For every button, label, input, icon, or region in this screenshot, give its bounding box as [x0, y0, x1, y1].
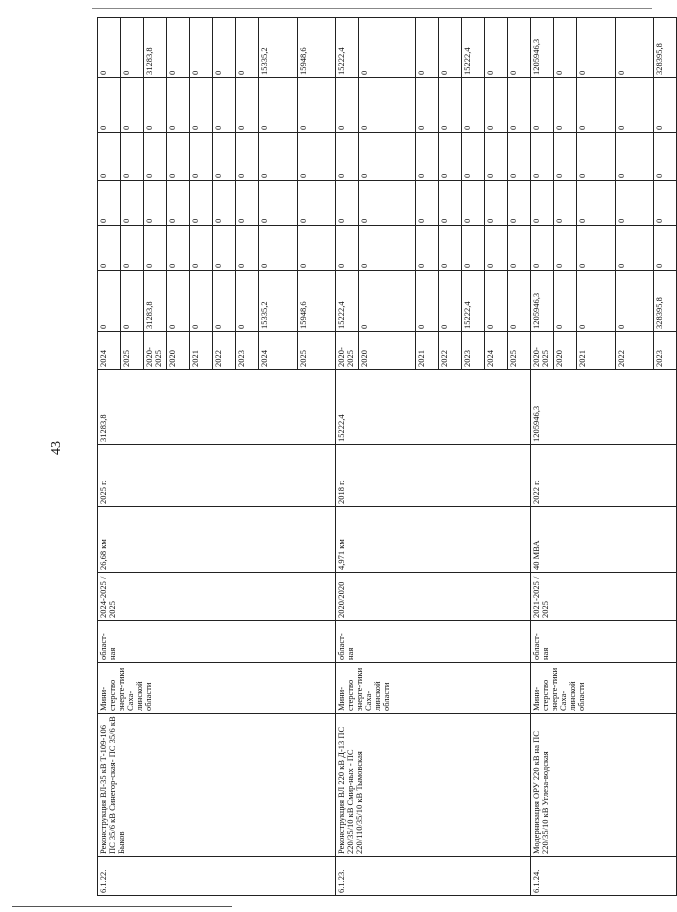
other-sources-cell: 15222,4	[461, 18, 484, 78]
total-cell: 0	[359, 271, 416, 332]
other-sources-cell: 0	[415, 18, 438, 78]
other-sources-cell: 15948,6	[297, 18, 336, 78]
extra-budget-cell: 0	[359, 78, 416, 133]
total-cell: 0	[236, 271, 259, 332]
federal-budget-cell: 0	[98, 226, 121, 271]
total-cell: 0	[438, 271, 461, 332]
year-cell: 2020-2025	[144, 332, 167, 370]
regional-budget-cell: 0	[121, 181, 144, 226]
federal-budget-cell: 0	[213, 226, 236, 271]
capacity-value: 26,68 км	[98, 507, 336, 573]
year-cell: 2023	[461, 332, 484, 370]
other-sources-cell: 0	[190, 18, 213, 78]
other-sources-cell: 328395,8	[654, 18, 677, 78]
regional-budget-cell: 0	[415, 181, 438, 226]
year-cell: 2020	[553, 332, 576, 370]
other-sources-cell: 0	[167, 18, 190, 78]
municipal-budget-cell: 0	[259, 133, 298, 181]
estimated-cost: 1205946,3	[530, 370, 676, 445]
federal-budget-cell: 0	[415, 226, 438, 271]
year-cell: 2021	[415, 332, 438, 370]
municipal-budget-cell: 0	[654, 133, 677, 181]
design-year: 2022 г.	[530, 445, 676, 507]
federal-budget-cell: 0	[190, 226, 213, 271]
other-sources-cell: 0	[98, 18, 121, 78]
extra-budget-cell: 0	[98, 78, 121, 133]
table-body	[98, 18, 677, 896]
municipal-budget-cell: 0	[530, 133, 553, 181]
federal-budget-cell: 0	[297, 226, 336, 271]
federal-budget-cell: 0	[484, 226, 507, 271]
year-cell: 2020	[167, 332, 190, 370]
other-sources-cell: 0	[576, 18, 615, 78]
total-cell: 0	[415, 271, 438, 332]
year-cell: 2020-2025	[530, 332, 553, 370]
regional-budget-cell: 0	[507, 181, 530, 226]
municipal-budget-cell: 0	[236, 133, 259, 181]
construction-period: 2020/2020	[336, 573, 531, 621]
extra-budget-cell: 0	[484, 78, 507, 133]
municipal-budget-cell: 0	[576, 133, 615, 181]
object-name: Модернизация ОРУ 220 кВ на ПС 220/35/10 кВ Углеза-водская	[530, 714, 676, 857]
municipal-budget-cell: 0	[98, 133, 121, 181]
total-cell: 0	[553, 271, 576, 332]
regional-budget-cell: 0	[484, 181, 507, 226]
table-row	[98, 18, 121, 896]
object-name: Реконструкция ВЛ-35 кВ Т-109-106 ПС 35/6 кВ Синегор-ская- ПС 35/6 кВ Быков	[98, 714, 336, 857]
regional-budget-cell: 0	[144, 181, 167, 226]
municipal-budget-cell: 0	[359, 133, 416, 181]
year-cell: 2025	[507, 332, 530, 370]
total-cell: 0	[121, 271, 144, 332]
total-cell: 0	[190, 271, 213, 332]
federal-budget-cell: 0	[576, 226, 615, 271]
total-cell: 0	[484, 271, 507, 332]
extra-budget-cell: 0	[576, 78, 615, 133]
extra-budget-cell: 0	[438, 78, 461, 133]
other-sources-cell: 0	[553, 18, 576, 78]
other-sources-cell: 0	[438, 18, 461, 78]
federal-budget-cell: 0	[236, 226, 259, 271]
federal-budget-cell: 0	[259, 226, 298, 271]
extra-budget-cell: 0	[530, 78, 553, 133]
year-cell: 2025	[121, 332, 144, 370]
extra-budget-cell: 0	[190, 78, 213, 133]
regional-budget-cell: 0	[461, 181, 484, 226]
regional-budget-cell: 0	[438, 181, 461, 226]
total-cell: 0	[167, 271, 190, 332]
extra-budget-cell: 0	[461, 78, 484, 133]
municipal-budget-cell: 0	[121, 133, 144, 181]
extra-budget-cell: 0	[167, 78, 190, 133]
other-sources-cell: 31283,8	[144, 18, 167, 78]
municipal-budget-cell: 0	[297, 133, 336, 181]
object-name: Реконструкция ВЛ 220 кВ Д-13 ПС 220/35/10 кВ Смир-ных - ПС 220/110/35/10 кВ Тымовская	[336, 714, 531, 857]
regional-budget-cell: 0	[213, 181, 236, 226]
page-number: 43	[49, 441, 64, 455]
extra-budget-cell: 0	[553, 78, 576, 133]
federal-budget-cell: 0	[654, 226, 677, 271]
table-row	[336, 18, 359, 896]
municipal-budget-cell: 0	[553, 133, 576, 181]
extra-budget-cell: 0	[615, 78, 654, 133]
federal-budget-cell: 0	[461, 226, 484, 271]
regional-budget-cell: 0	[530, 181, 553, 226]
extra-budget-cell: 0	[336, 78, 359, 133]
year-cell: 2025	[297, 332, 336, 370]
investment-table	[97, 17, 677, 896]
total-cell: 15222,4	[336, 271, 359, 332]
extra-budget-cell: 0	[297, 78, 336, 133]
municipal-budget-cell: 0	[336, 133, 359, 181]
municipal-budget-cell: 0	[438, 133, 461, 181]
federal-budget-cell: 0	[553, 226, 576, 271]
federal-budget-cell: 0	[507, 226, 530, 271]
regional-budget-cell: 0	[98, 181, 121, 226]
year-cell: 2024	[484, 332, 507, 370]
design-year: 2018 г.	[336, 445, 531, 507]
municipal-budget-cell: 0	[213, 133, 236, 181]
municipal-budget-cell: 0	[615, 133, 654, 181]
extra-budget-cell: 0	[259, 78, 298, 133]
other-sources-cell: 0	[615, 18, 654, 78]
other-sources-cell: 15335,2	[259, 18, 298, 78]
construction-period: 2021-2025 / 2025	[530, 573, 676, 621]
municipal-budget-cell: 0	[507, 133, 530, 181]
scan-edge-line	[92, 8, 652, 9]
regional-budget-cell: 0	[336, 181, 359, 226]
capacity-value: 4,971 км	[336, 507, 531, 573]
customer-name: Мини-стерство энерге-тики Саха-линской области	[530, 663, 676, 714]
design-year: 2025 г.	[98, 445, 336, 507]
construction-period: 2024-2025 / 2025	[98, 573, 336, 621]
total-cell: 15948,6	[297, 271, 336, 332]
total-cell: 15335,2	[259, 271, 298, 332]
federal-budget-cell: 0	[359, 226, 416, 271]
estimated-cost: 15222,4	[336, 370, 531, 445]
other-sources-cell: 0	[121, 18, 144, 78]
extra-budget-cell: 0	[415, 78, 438, 133]
customer-name: Мини-стерство энерге-тики Саха-линской области	[336, 663, 531, 714]
year-cell: 2021	[576, 332, 615, 370]
total-cell: 15222,4	[461, 271, 484, 332]
federal-budget-cell: 0	[438, 226, 461, 271]
ownership-type: област-ная	[98, 621, 336, 663]
regional-budget-cell: 0	[236, 181, 259, 226]
regional-budget-cell: 0	[615, 181, 654, 226]
regional-budget-cell: 0	[359, 181, 416, 226]
year-cell: 2021	[190, 332, 213, 370]
row-number: 6.1.24.	[530, 857, 676, 896]
year-cell: 2023	[236, 332, 259, 370]
other-sources-cell: 0	[507, 18, 530, 78]
federal-budget-cell: 0	[167, 226, 190, 271]
other-sources-cell: 0	[213, 18, 236, 78]
municipal-budget-cell: 0	[167, 133, 190, 181]
other-sources-cell: 0	[359, 18, 416, 78]
federal-budget-cell: 0	[144, 226, 167, 271]
municipal-budget-cell: 0	[461, 133, 484, 181]
ownership-type: област-ная	[530, 621, 676, 663]
total-cell: 0	[576, 271, 615, 332]
year-cell: 2023	[654, 332, 677, 370]
total-cell: 0	[615, 271, 654, 332]
regional-budget-cell: 0	[259, 181, 298, 226]
year-cell: 2022	[615, 332, 654, 370]
extra-budget-cell: 0	[213, 78, 236, 133]
regional-budget-cell: 0	[654, 181, 677, 226]
extra-budget-cell: 0	[236, 78, 259, 133]
year-cell: 2020-2025	[336, 332, 359, 370]
row-number: 6.1.23.	[336, 857, 531, 896]
footnote-line	[12, 906, 232, 907]
table-row	[530, 18, 553, 896]
total-cell: 0	[507, 271, 530, 332]
total-cell: 31283,8	[144, 271, 167, 332]
estimated-cost: 31283,8	[98, 370, 336, 445]
total-cell: 0	[98, 271, 121, 332]
total-cell: 328395,8	[654, 271, 677, 332]
federal-budget-cell: 0	[615, 226, 654, 271]
municipal-budget-cell: 0	[415, 133, 438, 181]
total-cell: 0	[213, 271, 236, 332]
ownership-type: област-ная	[336, 621, 531, 663]
row-number: 6.1.22.	[98, 857, 336, 896]
rotated-table-wrapper	[97, 18, 665, 896]
customer-name: Мини-стерство энерге-тики Саха-линской области	[98, 663, 336, 714]
year-cell: 2022	[438, 332, 461, 370]
federal-budget-cell: 0	[530, 226, 553, 271]
regional-budget-cell: 0	[167, 181, 190, 226]
year-cell: 2020	[359, 332, 416, 370]
year-cell: 2024	[98, 332, 121, 370]
regional-budget-cell: 0	[576, 181, 615, 226]
other-sources-cell: 0	[484, 18, 507, 78]
total-cell: 1205946,3	[530, 271, 553, 332]
year-cell: 2024	[259, 332, 298, 370]
regional-budget-cell: 0	[190, 181, 213, 226]
extra-budget-cell: 0	[654, 78, 677, 133]
regional-budget-cell: 0	[553, 181, 576, 226]
capacity-value: 40 МВА	[530, 507, 676, 573]
extra-budget-cell: 0	[144, 78, 167, 133]
federal-budget-cell: 0	[336, 226, 359, 271]
other-sources-cell: 15222,4	[336, 18, 359, 78]
other-sources-cell: 0	[236, 18, 259, 78]
extra-budget-cell: 0	[507, 78, 530, 133]
regional-budget-cell: 0	[297, 181, 336, 226]
federal-budget-cell: 0	[121, 226, 144, 271]
municipal-budget-cell: 0	[144, 133, 167, 181]
municipal-budget-cell: 0	[484, 133, 507, 181]
extra-budget-cell: 0	[121, 78, 144, 133]
other-sources-cell: 1205946,3	[530, 18, 553, 78]
municipal-budget-cell: 0	[190, 133, 213, 181]
year-cell: 2022	[213, 332, 236, 370]
